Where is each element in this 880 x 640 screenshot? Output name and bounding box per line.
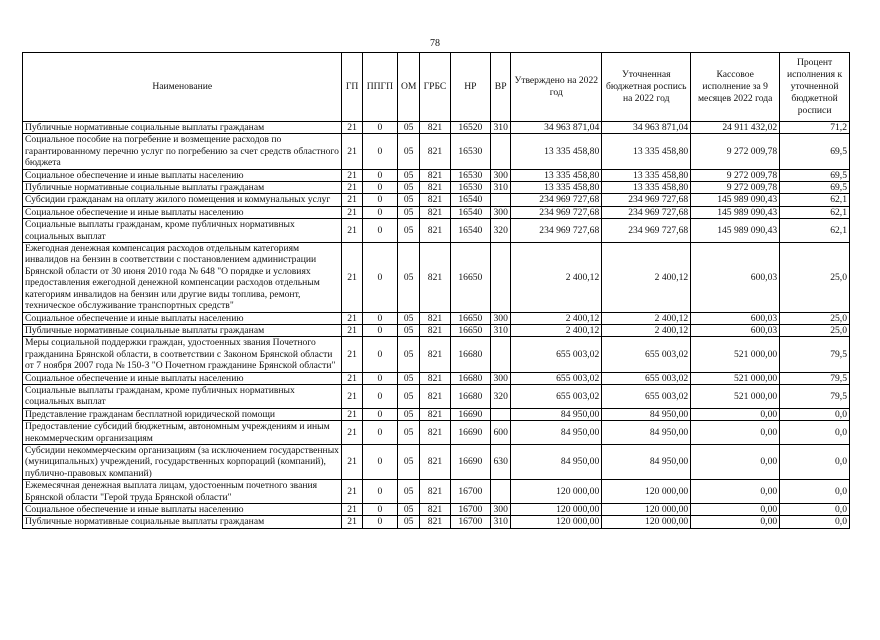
cell-vr: 320 xyxy=(491,384,511,408)
cell-percent: 0,0 xyxy=(780,516,850,528)
cell-approved: 2 400,12 xyxy=(511,312,602,324)
cell-percent: 0,0 xyxy=(780,480,850,504)
cell-vr: 300 xyxy=(491,169,511,181)
cell-gp: 21 xyxy=(342,312,362,324)
cell-om: 05 xyxy=(398,194,420,206)
cell-refined: 234 969 727,68 xyxy=(602,206,691,218)
cell-ppgp: 0 xyxy=(362,444,397,479)
table-header xyxy=(23,53,850,122)
cell-np: 16690 xyxy=(450,444,490,479)
cell-cash: 0,00 xyxy=(691,444,780,479)
cell-percent: 25,0 xyxy=(780,312,850,324)
cell-refined: 655 003,02 xyxy=(602,337,691,372)
cell-percent: 0,0 xyxy=(780,504,850,516)
cell-np: 16650 xyxy=(450,312,490,324)
header-gp: ГП xyxy=(342,53,362,122)
cell-om: 05 xyxy=(398,134,420,169)
cell-vr: 630 xyxy=(491,444,511,479)
cell-np: 16540 xyxy=(450,219,490,243)
cell-cash: 0,00 xyxy=(691,516,780,528)
cell-vr: 300 xyxy=(491,312,511,324)
cell-gp: 21 xyxy=(342,337,362,372)
cell-cash: 9 272 009,78 xyxy=(691,182,780,194)
cell-refined: 13 335 458,80 xyxy=(602,169,691,181)
cell-grbs: 821 xyxy=(420,194,450,206)
cell-np: 16520 xyxy=(450,122,490,134)
cell-name: Представление гражданам бесплатной юридической помощи xyxy=(23,408,342,420)
header-cash: Кассовое исполнение за 9 месяцев 2022 года xyxy=(691,53,780,122)
header-grbs: ГРБС xyxy=(420,53,450,122)
cell-ppgp: 0 xyxy=(362,384,397,408)
cell-approved: 2 400,12 xyxy=(511,243,602,312)
cell-grbs: 821 xyxy=(420,504,450,516)
cell-cash: 521 000,00 xyxy=(691,372,780,384)
table-row xyxy=(23,194,850,206)
cell-name: Социальное обеспечение и иные выплаты населению xyxy=(23,372,342,384)
cell-approved: 120 000,00 xyxy=(511,480,602,504)
cell-cash: 600,03 xyxy=(691,324,780,336)
cell-grbs: 821 xyxy=(420,243,450,312)
cell-refined: 234 969 727,68 xyxy=(602,194,691,206)
cell-om: 05 xyxy=(398,243,420,312)
cell-approved: 655 003,02 xyxy=(511,384,602,408)
cell-vr: 320 xyxy=(491,219,511,243)
cell-ppgp: 0 xyxy=(362,408,397,420)
cell-name: Публичные нормативные социальные выплаты гражданам xyxy=(23,324,342,336)
cell-grbs: 821 xyxy=(420,337,450,372)
cell-name: Ежегодная денежная компенсация расходов отдельным категориям инвалидов на бензин в соответствии с постановлением администрации Брянской области от 30 июня 2010 года № 648 "О порядке и условиях предоставления ежегодной денежной компенсации расходов отдельным категориям инвалидов на бензин или другие виды топлива, ремонт, техническое обслуживание транспортных средств" xyxy=(23,243,342,312)
cell-approved: 34 963 871,04 xyxy=(511,122,602,134)
cell-vr: 300 xyxy=(491,206,511,218)
cell-vr: 300 xyxy=(491,504,511,516)
cell-approved: 655 003,02 xyxy=(511,337,602,372)
cell-refined: 84 950,00 xyxy=(602,421,691,445)
cell-vr xyxy=(491,337,511,372)
cell-gp: 21 xyxy=(342,516,362,528)
cell-approved: 234 969 727,68 xyxy=(511,194,602,206)
cell-vr: 310 xyxy=(491,516,511,528)
cell-np: 16530 xyxy=(450,134,490,169)
table-row xyxy=(23,324,850,336)
cell-ppgp: 0 xyxy=(362,206,397,218)
cell-refined: 2 400,12 xyxy=(602,243,691,312)
cell-cash: 145 989 090,43 xyxy=(691,206,780,218)
cell-percent: 62,1 xyxy=(780,194,850,206)
cell-refined: 655 003,02 xyxy=(602,384,691,408)
cell-np: 16700 xyxy=(450,504,490,516)
cell-om: 05 xyxy=(398,480,420,504)
cell-percent: 69,5 xyxy=(780,182,850,194)
cell-cash: 521 000,00 xyxy=(691,337,780,372)
header-np: НР xyxy=(450,53,490,122)
cell-om: 05 xyxy=(398,182,420,194)
cell-gp: 21 xyxy=(342,243,362,312)
cell-percent: 71,2 xyxy=(780,122,850,134)
cell-np: 16650 xyxy=(450,243,490,312)
cell-np: 16530 xyxy=(450,182,490,194)
cell-gp: 21 xyxy=(342,480,362,504)
cell-np: 16680 xyxy=(450,337,490,372)
cell-gp: 21 xyxy=(342,408,362,420)
cell-grbs: 821 xyxy=(420,408,450,420)
cell-approved: 13 335 458,80 xyxy=(511,182,602,194)
cell-name: Субсидии некоммерческим организациям (за исключением государственных (муниципальных) учреждений, государственных корпораций (компаний), публично-правовых компаний) xyxy=(23,444,342,479)
cell-om: 05 xyxy=(398,408,420,420)
cell-percent: 69,5 xyxy=(780,134,850,169)
cell-name: Социальное обеспечение и иные выплаты населению xyxy=(23,169,342,181)
table-row xyxy=(23,134,850,169)
cell-ppgp: 0 xyxy=(362,337,397,372)
cell-om: 05 xyxy=(398,504,420,516)
table-row xyxy=(23,169,850,181)
table-row xyxy=(23,421,850,445)
table-row xyxy=(23,182,850,194)
cell-vr: 600 xyxy=(491,421,511,445)
cell-gp: 21 xyxy=(342,169,362,181)
cell-np: 16690 xyxy=(450,421,490,445)
cell-grbs: 821 xyxy=(420,312,450,324)
cell-percent: 25,0 xyxy=(780,243,850,312)
cell-cash: 9 272 009,78 xyxy=(691,134,780,169)
cell-gp: 21 xyxy=(342,134,362,169)
cell-percent: 25,0 xyxy=(780,324,850,336)
cell-ppgp: 0 xyxy=(362,169,397,181)
cell-gp: 21 xyxy=(342,206,362,218)
cell-cash: 145 989 090,43 xyxy=(691,219,780,243)
cell-om: 05 xyxy=(398,444,420,479)
cell-approved: 13 335 458,80 xyxy=(511,169,602,181)
cell-vr xyxy=(491,134,511,169)
cell-ppgp: 0 xyxy=(362,516,397,528)
table-row xyxy=(23,219,850,243)
cell-grbs: 821 xyxy=(420,134,450,169)
cell-ppgp: 0 xyxy=(362,480,397,504)
cell-approved: 655 003,02 xyxy=(511,372,602,384)
header-row xyxy=(23,53,850,122)
cell-approved: 2 400,12 xyxy=(511,324,602,336)
cell-name: Публичные нормативные социальные выплаты гражданам xyxy=(23,182,342,194)
cell-om: 05 xyxy=(398,337,420,372)
cell-om: 05 xyxy=(398,312,420,324)
table-row xyxy=(23,444,850,479)
cell-refined: 120 000,00 xyxy=(602,480,691,504)
cell-grbs: 821 xyxy=(420,206,450,218)
cell-om: 05 xyxy=(398,516,420,528)
table-row xyxy=(23,122,850,134)
cell-gp: 21 xyxy=(342,384,362,408)
table-body xyxy=(23,122,850,529)
cell-grbs: 821 xyxy=(420,122,450,134)
cell-np: 16530 xyxy=(450,169,490,181)
cell-gp: 21 xyxy=(342,182,362,194)
cell-om: 05 xyxy=(398,169,420,181)
cell-np: 16700 xyxy=(450,516,490,528)
cell-gp: 21 xyxy=(342,122,362,134)
cell-np: 16680 xyxy=(450,384,490,408)
cell-name: Публичные нормативные социальные выплаты гражданам xyxy=(23,516,342,528)
cell-percent: 79,5 xyxy=(780,384,850,408)
cell-vr xyxy=(491,194,511,206)
cell-approved: 13 335 458,80 xyxy=(511,134,602,169)
cell-approved: 84 950,00 xyxy=(511,444,602,479)
cell-vr: 310 xyxy=(491,182,511,194)
cell-percent: 62,1 xyxy=(780,206,850,218)
cell-grbs: 821 xyxy=(420,421,450,445)
cell-om: 05 xyxy=(398,384,420,408)
cell-percent: 62,1 xyxy=(780,219,850,243)
header-ppgp: ППГП xyxy=(362,53,397,122)
cell-ppgp: 0 xyxy=(362,324,397,336)
cell-approved: 234 969 727,68 xyxy=(511,206,602,218)
header-refined: Уточненная бюджетная роспись на 2022 год xyxy=(602,53,691,122)
cell-np: 16690 xyxy=(450,408,490,420)
cell-name: Социальные выплаты гражданам, кроме публичных нормативных социальных выплат xyxy=(23,384,342,408)
cell-ppgp: 0 xyxy=(362,504,397,516)
cell-ppgp: 0 xyxy=(362,372,397,384)
header-approved: Утверждено на 2022 год xyxy=(511,53,602,122)
cell-vr: 300 xyxy=(491,372,511,384)
cell-refined: 13 335 458,80 xyxy=(602,134,691,169)
header-name: Наименование xyxy=(23,53,342,122)
table-row xyxy=(23,372,850,384)
cell-gp: 21 xyxy=(342,194,362,206)
cell-name: Ежемесячная денежная выплата лицам, удостоенным почетного звания Брянской области "Герой труда Брянской области" xyxy=(23,480,342,504)
cell-approved: 84 950,00 xyxy=(511,421,602,445)
cell-cash: 0,00 xyxy=(691,408,780,420)
cell-name: Социальное пособие на погребение и возмещение расходов по гарантированному перечню услуг по погребению за счет средств областного бюджета xyxy=(23,134,342,169)
cell-ppgp: 0 xyxy=(362,421,397,445)
cell-grbs: 821 xyxy=(420,516,450,528)
cell-refined: 84 950,00 xyxy=(602,408,691,420)
budget-execution-table xyxy=(22,52,850,529)
cell-vr: 310 xyxy=(491,122,511,134)
cell-grbs: 821 xyxy=(420,169,450,181)
cell-cash: 0,00 xyxy=(691,480,780,504)
table-row xyxy=(23,206,850,218)
cell-cash: 0,00 xyxy=(691,421,780,445)
cell-np: 16680 xyxy=(450,372,490,384)
cell-om: 05 xyxy=(398,219,420,243)
cell-gp: 21 xyxy=(342,324,362,336)
cell-cash: 521 000,00 xyxy=(691,384,780,408)
cell-om: 05 xyxy=(398,206,420,218)
cell-ppgp: 0 xyxy=(362,194,397,206)
cell-gp: 21 xyxy=(342,444,362,479)
cell-name: Социальное обеспечение и иные выплаты населению xyxy=(23,504,342,516)
cell-approved: 120 000,00 xyxy=(511,516,602,528)
cell-gp: 21 xyxy=(342,219,362,243)
cell-approved: 234 969 727,68 xyxy=(511,219,602,243)
cell-refined: 13 335 458,80 xyxy=(602,182,691,194)
cell-gp: 21 xyxy=(342,372,362,384)
cell-approved: 84 950,00 xyxy=(511,408,602,420)
cell-om: 05 xyxy=(398,324,420,336)
cell-ppgp: 0 xyxy=(362,182,397,194)
cell-ppgp: 0 xyxy=(362,312,397,324)
cell-grbs: 821 xyxy=(420,372,450,384)
cell-grbs: 821 xyxy=(420,480,450,504)
table-row xyxy=(23,408,850,420)
cell-ppgp: 0 xyxy=(362,219,397,243)
cell-gp: 21 xyxy=(342,421,362,445)
cell-percent: 0,0 xyxy=(780,444,850,479)
cell-vr xyxy=(491,408,511,420)
page-number: 78 xyxy=(430,38,440,49)
table-row xyxy=(23,516,850,528)
cell-vr xyxy=(491,480,511,504)
cell-refined: 120 000,00 xyxy=(602,504,691,516)
cell-grbs: 821 xyxy=(420,219,450,243)
cell-approved: 120 000,00 xyxy=(511,504,602,516)
header-percent: Процент исполнения к уточненной бюджетной росписи xyxy=(780,53,850,122)
header-om: ОМ xyxy=(398,53,420,122)
table-row xyxy=(23,480,850,504)
cell-ppgp: 0 xyxy=(362,122,397,134)
cell-name: Социальное обеспечение и иные выплаты населению xyxy=(23,206,342,218)
cell-refined: 120 000,00 xyxy=(602,516,691,528)
cell-percent: 69,5 xyxy=(780,169,850,181)
table-row xyxy=(23,337,850,372)
cell-name: Социальное обеспечение и иные выплаты населению xyxy=(23,312,342,324)
cell-percent: 0,0 xyxy=(780,408,850,420)
cell-name: Субсидии гражданам на оплату жилого помещения и коммунальных услуг xyxy=(23,194,342,206)
cell-vr xyxy=(491,243,511,312)
cell-name: Социальные выплаты гражданам, кроме публичных нормативных социальных выплат xyxy=(23,219,342,243)
cell-om: 05 xyxy=(398,122,420,134)
header-vr: ВР xyxy=(491,53,511,122)
cell-refined: 84 950,00 xyxy=(602,444,691,479)
cell-cash: 600,03 xyxy=(691,312,780,324)
cell-name: Публичные нормативные социальные выплаты гражданам xyxy=(23,122,342,134)
cell-refined: 655 003,02 xyxy=(602,372,691,384)
cell-percent: 79,5 xyxy=(780,372,850,384)
cell-refined: 34 963 871,04 xyxy=(602,122,691,134)
cell-refined: 2 400,12 xyxy=(602,324,691,336)
cell-vr: 310 xyxy=(491,324,511,336)
cell-cash: 24 911 432,02 xyxy=(691,122,780,134)
table-row xyxy=(23,243,850,312)
table-row xyxy=(23,504,850,516)
cell-name: Меры социальной поддержки граждан, удостоенных звания Почетного гражданина Брянской области, в соответствии с Законом Брянской области от 7 ноября 2007 года № 150-З "О Почетном гражданине Брянской области" xyxy=(23,337,342,372)
cell-percent: 79,5 xyxy=(780,337,850,372)
cell-np: 16700 xyxy=(450,480,490,504)
cell-cash: 145 989 090,43 xyxy=(691,194,780,206)
table-row xyxy=(23,312,850,324)
cell-np: 16540 xyxy=(450,194,490,206)
cell-refined: 2 400,12 xyxy=(602,312,691,324)
cell-ppgp: 0 xyxy=(362,134,397,169)
cell-om: 05 xyxy=(398,372,420,384)
cell-np: 16650 xyxy=(450,324,490,336)
cell-cash: 0,00 xyxy=(691,504,780,516)
cell-cash: 9 272 009,78 xyxy=(691,169,780,181)
cell-cash: 600,03 xyxy=(691,243,780,312)
cell-refined: 234 969 727,68 xyxy=(602,219,691,243)
cell-name: Предоставление субсидий бюджетным, автономным учреждениям и иным некоммерческим организациям xyxy=(23,421,342,445)
cell-ppgp: 0 xyxy=(362,243,397,312)
cell-percent: 0,0 xyxy=(780,421,850,445)
cell-grbs: 821 xyxy=(420,324,450,336)
table-row xyxy=(23,384,850,408)
cell-grbs: 821 xyxy=(420,384,450,408)
cell-gp: 21 xyxy=(342,504,362,516)
cell-grbs: 821 xyxy=(420,182,450,194)
cell-np: 16540 xyxy=(450,206,490,218)
cell-grbs: 821 xyxy=(420,444,450,479)
cell-om: 05 xyxy=(398,421,420,445)
